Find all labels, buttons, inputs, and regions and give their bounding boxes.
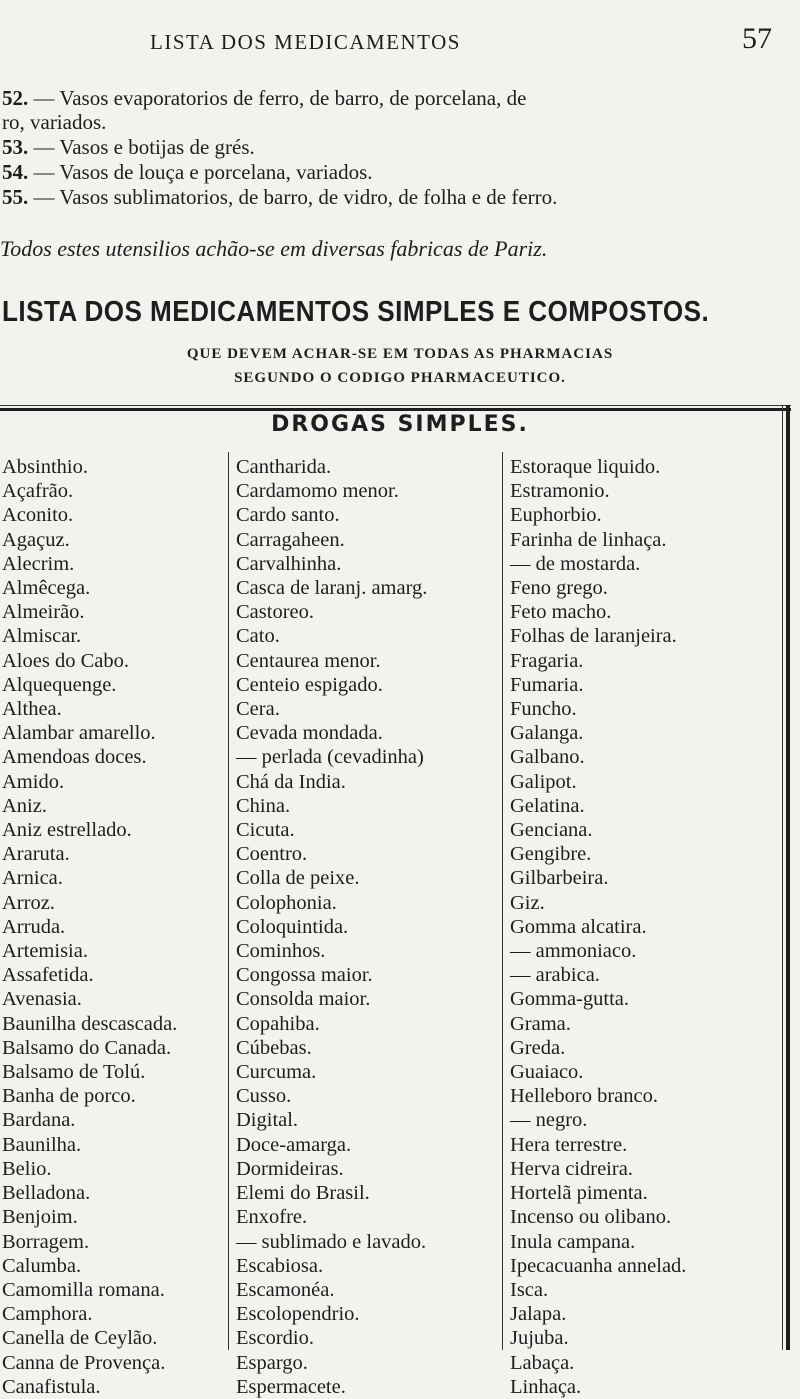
drug-item: Curcuma. [236,1061,317,1084]
drug-item: Centaurea menor. [236,649,381,672]
subtitle-1: QUE DEVEM ACHAR-SE EM TODAS AS PHARMACIAS [186,346,614,362]
drug-item: Feno grego. [510,577,608,600]
drug-item: Ipecacuanha annelad. [510,1254,687,1277]
drug-item: Cardamomo menor. [236,480,399,503]
item-text: — Vasos e botijas de grés. [28,135,255,159]
drug-item: Chá da India. [236,770,346,793]
drug-item: Coentro. [236,843,308,866]
drug-item: Gomma-gutta. [510,988,629,1011]
utensil-item [2,86,526,111]
drug-item: Centeio espigado. [236,673,383,696]
drug-item: Camomilla romana. [2,1278,165,1301]
drug-item: Almêcega. [2,577,91,600]
drug-item: Canna de Provença. [2,1351,166,1374]
drug-item: Dormideiras. [236,1157,344,1180]
drug-item: Arroz. [2,891,55,914]
running-title: LISTA DOS MEDICAMENTOS [150,30,461,54]
note: Todos estes utensilios achão-se em diversas fabricas de Pariz. [0,236,548,261]
drug-item: Gelatina. [510,794,585,817]
drug-item: Hera terrestre. [510,1133,628,1156]
drug-item: Escolopendrio. [236,1303,360,1326]
drug-item: Estoraque liquido. [510,456,661,478]
drug-item: Isca. [510,1278,549,1301]
item-text: — Vasos evaporatorios de ferro, de barro, de porcelana, de [28,86,527,110]
drug-item: Almeirão. [2,601,85,624]
drug-item: Amendoas doces. [2,746,147,769]
column-rule [502,452,503,1350]
drug-item: Espermacete. [236,1375,346,1398]
item-number: 52. [2,86,29,110]
drug-item: Coloquintida. [236,915,349,938]
drug-item: Cusso. [236,1085,292,1108]
drug-item: Galanga. [510,722,584,745]
drug-item: Enxofre. [236,1206,308,1229]
drug-item: Aniz estrellado. [2,819,132,842]
drug-item: Cevada mondada. [236,722,383,745]
frame-right-rule-thick [786,405,790,1350]
item-text: ro, variados. [2,110,107,134]
drug-item: Araruta. [2,843,70,866]
drug-item: Labaça. [510,1351,575,1374]
drug-item: Amido. [2,770,65,793]
column-rule [228,452,229,1350]
drug-item: Benjoim. [2,1206,78,1229]
utensil-item-continuation [2,110,106,135]
section-title: DROGAS SIMPLES. [271,412,529,437]
drug-item: Farinha de linhaça. [510,528,667,551]
drug-item: Gengibre. [510,843,592,866]
drug-item: Espargo. [236,1351,308,1374]
drug-item: Borragem. [2,1230,90,1253]
frame-top-rule-thick [0,408,791,411]
drug-item: Fumaria. [510,673,584,696]
item-number: 53. [2,135,29,159]
drug-item: Balsamo do Canada. [2,1036,172,1059]
drug-item: Alquequenge. [2,673,117,696]
drug-column-2 [236,455,427,1399]
drug-item: Althea. [2,698,62,721]
drug-item: Helleboro branco. [510,1085,658,1108]
drug-item: Guaiaco. [510,1061,584,1084]
frame-top-rule [0,405,791,406]
drug-item: China. [236,794,291,817]
drug-item: Castoreo. [236,601,314,624]
frame-right-rule [782,405,783,1350]
drug-item: Cominhos. [236,940,326,963]
drug-item: Giz. [510,891,545,914]
list-title: LISTA DOS MEDICAMENTOS SIMPLES E COMPOSTOS. [2,296,710,328]
drug-item: Absinthio. [2,456,88,478]
running-head [0,16,800,56]
drug-item: Funcho. [510,698,577,721]
drug-item: Banha de porco. [2,1085,136,1108]
drug-item: Fragaria. [510,649,584,672]
drug-item: Escabiosa. [236,1254,324,1277]
drug-item: Cicuta. [236,819,295,842]
drug-item: Camphora. [2,1303,93,1326]
drug-item: Genciana. [510,819,593,842]
drug-item: Calumba. [2,1254,82,1277]
drug-item: Artemisia. [2,940,88,963]
drug-item: Feto macho. [510,601,612,624]
drug-item: Cera. [236,698,280,721]
drug-item: Incenso ou olibano. [510,1206,672,1229]
item-number: 54. [2,160,29,184]
item-text: — Vasos de louça e porcelana, variados. [28,160,373,184]
drug-item: Casca de laranj. amarg. [236,577,428,600]
drug-item: Hortelã pimenta. [510,1182,648,1205]
drug-item: Arruda. [2,915,66,938]
drug-item: Alambar amarello. [2,722,156,745]
item-number: 55. [2,185,29,209]
drug-item: Inula campana. [510,1230,636,1253]
drug-item: Colla de peixe. [236,867,360,890]
subtitle-2: SEGUNDO O CODIGO PHARMACEUTICO. [234,370,566,386]
drug-item: — arabica. [510,964,600,987]
drug-item: Jalapa. [510,1303,567,1326]
drug-item: Agaçuz. [2,528,70,551]
drug-item: Colophonia. [236,891,337,914]
drug-column-3 [510,455,686,1399]
drug-item: Cantharida. [236,456,332,478]
drug-item: Bardana. [2,1109,76,1132]
drug-item: Estramonio. [510,480,610,503]
utensil-item [2,135,255,160]
drug-item: Escamonéa. [236,1278,335,1301]
drug-item: Linhaça. [510,1375,582,1398]
drug-item: Euphorbio. [510,504,602,527]
drug-item: Belio. [2,1157,52,1180]
drug-item: Baunilha descascada. [2,1012,178,1035]
drug-item: — perlada (cevadinha) [236,746,424,769]
drug-item: Cato. [236,625,280,648]
drug-item: Alecrim. [2,552,75,575]
drug-item: Cúbebas. [236,1036,312,1059]
drug-item: — de mostarda. [510,552,641,575]
drug-item: Carragaheen. [236,528,345,551]
drug-item: Congossa maior. [236,964,373,987]
drug-item: Aconito. [2,504,74,527]
drug-item: Gilbarbeira. [510,867,609,890]
page-number: 57 [742,22,772,55]
drug-item: Açafrão. [2,480,74,503]
drug-item: Elemi do Brasil. [236,1182,370,1205]
utensil-item [2,185,557,210]
drug-item: Grama. [510,1012,571,1035]
drug-item: Baunilha. [2,1133,82,1156]
drug-item: Jujuba. [510,1327,569,1350]
drug-item: Aniz. [2,794,47,817]
drug-item: Assafetida. [2,964,94,987]
drug-item: — sublimado e lavado. [236,1230,427,1253]
drug-item: — negro. [510,1109,588,1132]
drug-item: Almiscar. [2,625,82,648]
drug-item: Greda. [510,1036,566,1059]
drug-item: Canafistula. [2,1375,101,1398]
drug-item: Gomma alcatira. [510,915,647,938]
item-text: — Vasos sublimatorios, de barro, de vidro, de folha e de ferro. [28,185,558,209]
drug-item: Consolda maior. [236,988,371,1011]
drug-item: Folhas de laranjeira. [510,625,677,648]
drug-item: Arnica. [2,867,63,890]
drug-item: Doce-amarga. [236,1133,352,1156]
utensil-item [2,160,373,185]
drug-item: Digital. [236,1109,299,1132]
drug-item: Avenasia. [2,988,82,1011]
drug-item: Aloes do Cabo. [2,649,129,672]
drug-item: Cardo santo. [236,504,340,527]
drug-item: — ammoniaco. [510,940,637,963]
drug-item: Balsamo de Tolú. [2,1061,146,1084]
drug-item: Copahiba. [236,1012,320,1035]
drug-item: Carvalhinha. [236,552,342,575]
drug-item: Escordio. [236,1327,314,1350]
drug-item: Belladona. [2,1182,91,1205]
drug-item: Canella de Ceylão. [2,1327,158,1350]
drug-item: Galipot. [510,770,577,793]
drug-item: Herva cidreira. [510,1157,633,1180]
drug-column-1 [2,455,178,1399]
drug-item: Galbano. [510,746,585,769]
